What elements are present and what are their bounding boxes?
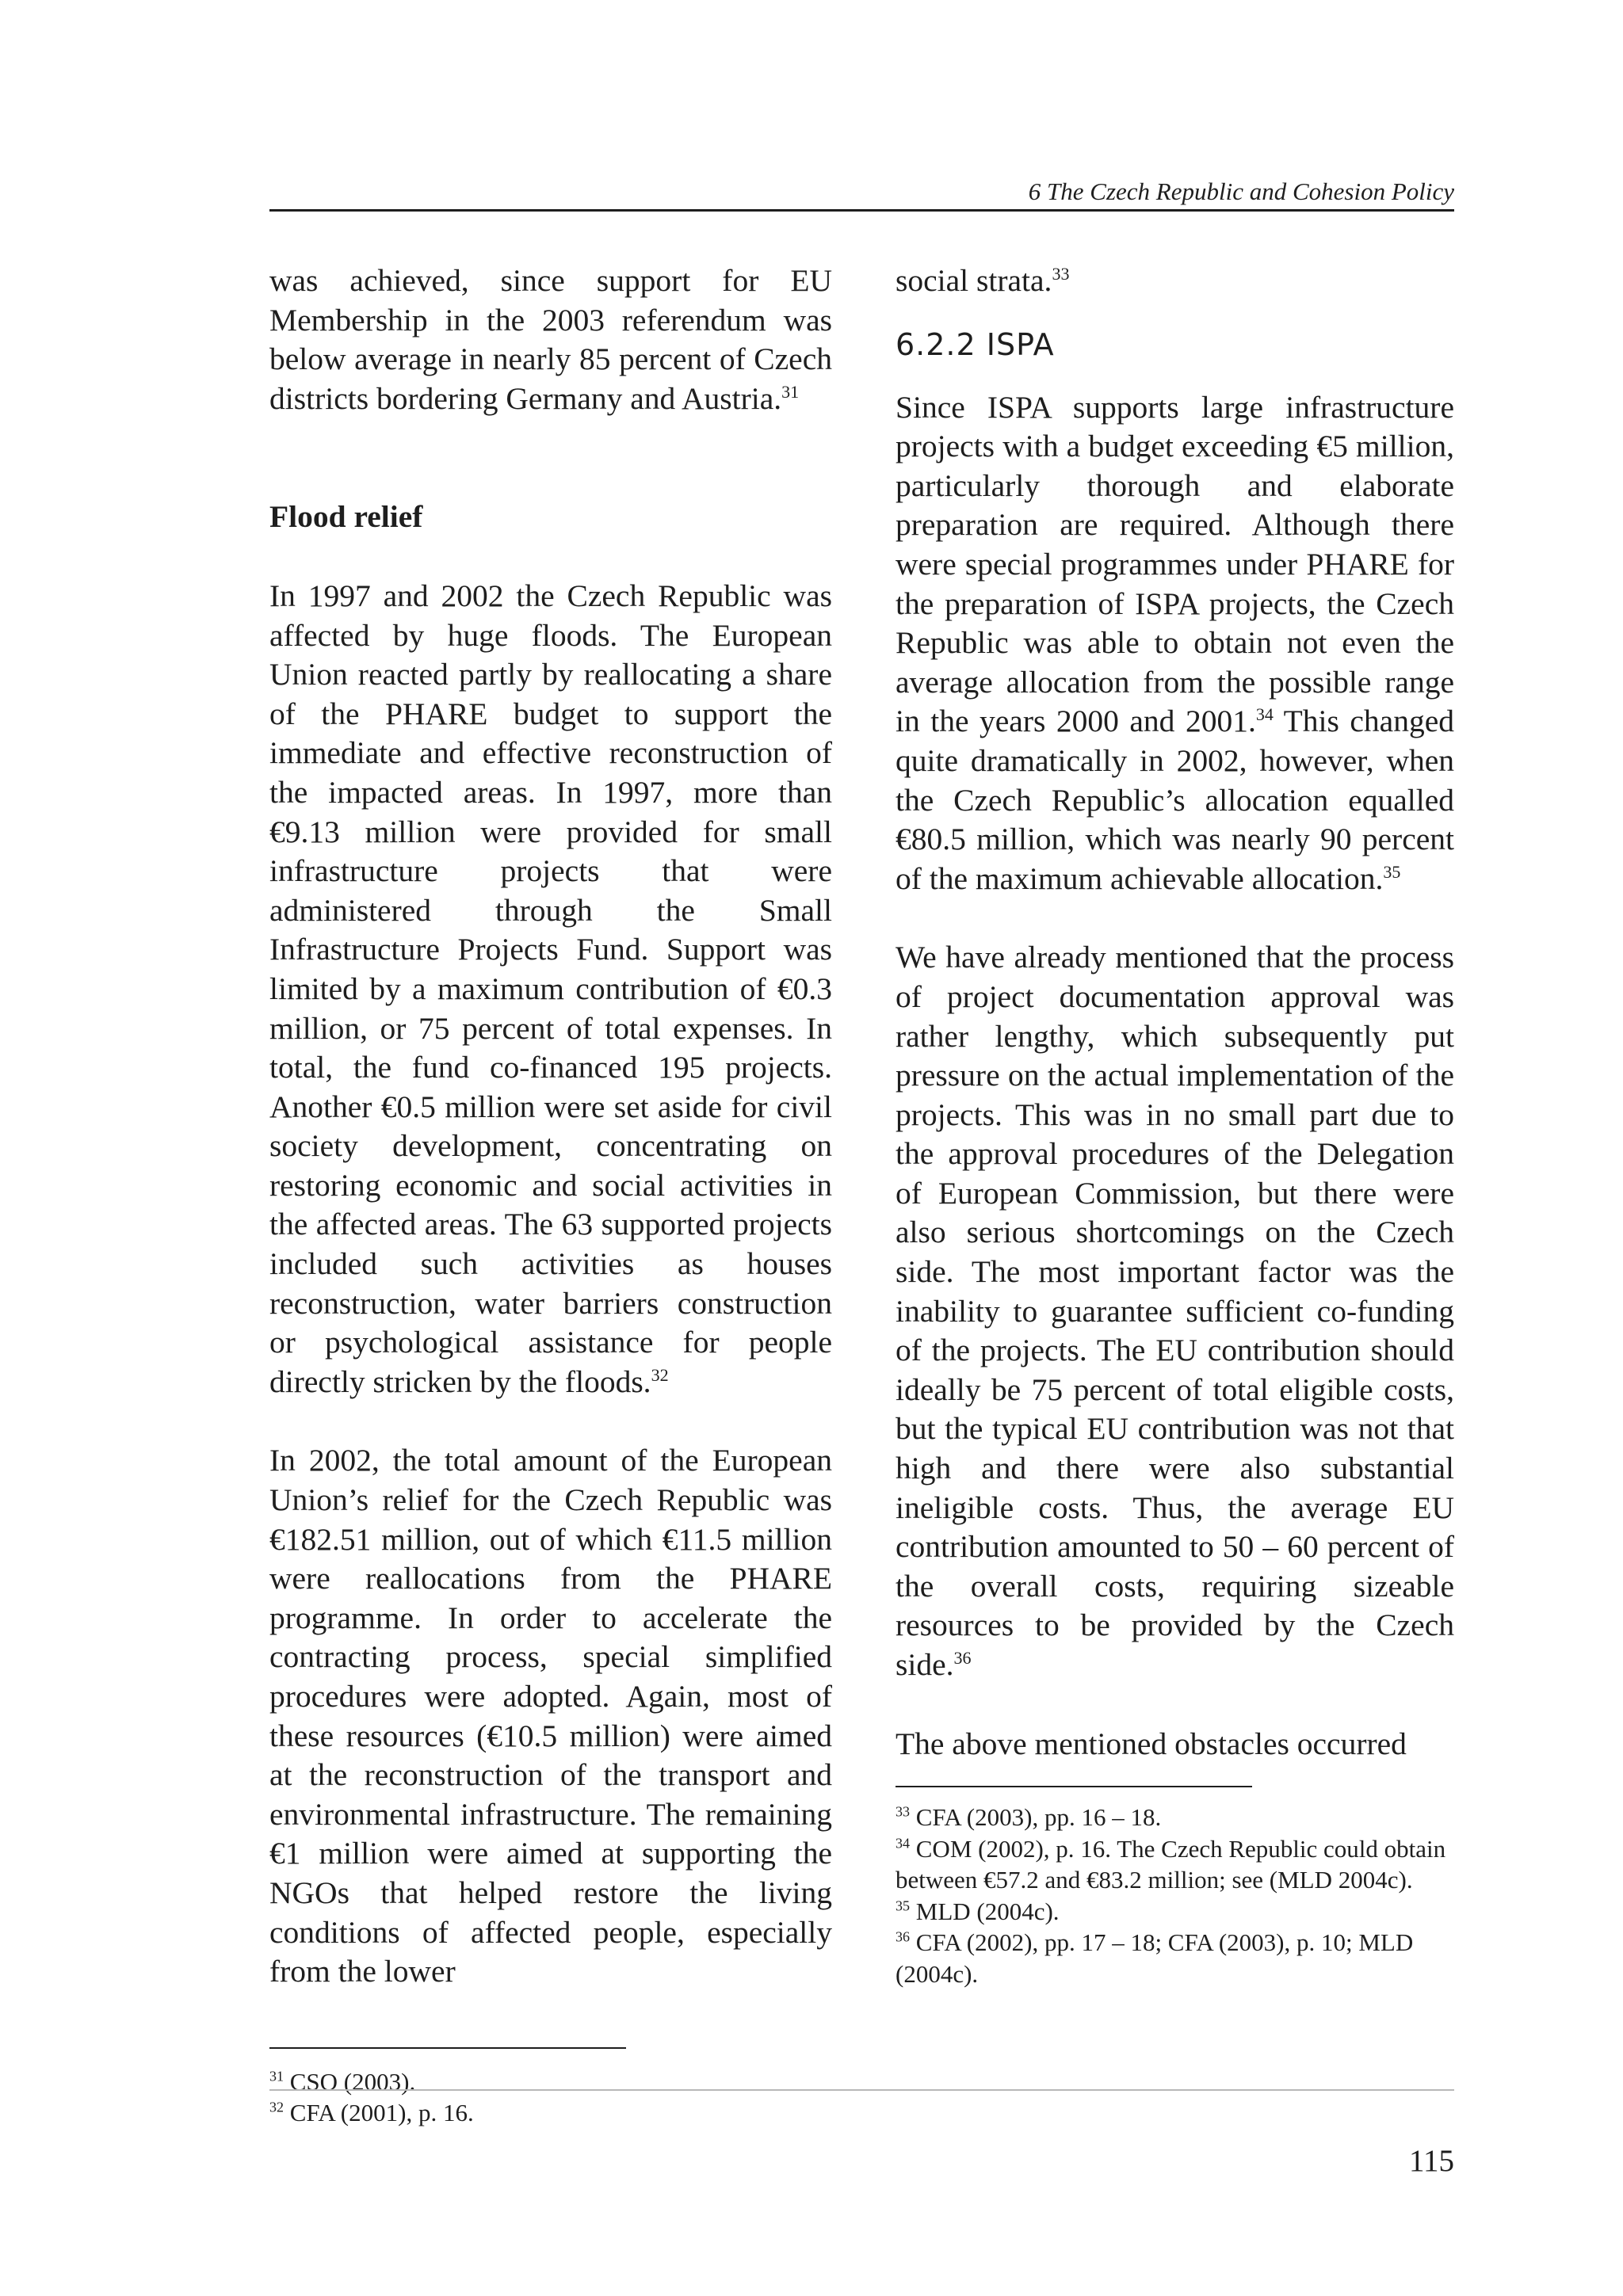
footnote: $^{33}$ CFA (2003), pp. 16 – 18.	[896, 1803, 1162, 1832]
footer-rule	[269, 2089, 1454, 2091]
footnote-rule	[896, 1786, 1252, 1787]
footnote-ref[interactable]: 34	[1255, 704, 1274, 725]
footnote-ref[interactable]: 35	[1383, 861, 1401, 882]
left-column	[269, 261, 832, 2129]
footnote: $^{31}$ CSO (2003).	[269, 2067, 416, 2096]
section-heading: 6.2.2 ISPA	[896, 326, 1055, 362]
footnote-ref[interactable]: 33	[1052, 263, 1070, 284]
footnote: $^{32}$ CFA (2001), p. 16.	[269, 2099, 474, 2127]
page-number: 115	[1408, 2144, 1454, 2178]
header-rule	[269, 209, 1454, 212]
paragraph: In 2002, the total amount of the European Union’s relief for the Czech Republic was €182.51 million, out of which €11.5 million were reallocations from the PHARE programme. In order to accelerate the contracting process, special simplified procedures were adopted. Again, most of these resources (€10.5 million) were aimed at the reconstruction of the transport and environmental infrastructure. The remaining €1 million were aimed at supporting the NGOs that helped restore the living conditions of affected people, especially from the lower	[269, 1443, 832, 1989]
footnote-ref[interactable]: 36	[953, 1647, 972, 1668]
paragraph: Since ISPA supports large infrastructure projects with a budget exceeding €5 million, particularly thorough and elaborate preparation are required. Although there were special programmes under PHARE for the preparation of ISPA projects, the Czech Republic was able to obtain not even the average allocation from the possible range in the years 2000 and 2001.34 This changed quite dramatically in 2002, however, when the Czech Republic’s allocation equalled €80.5 million, which was nearly 90 percent of the maximum achievable allocation.$^{35}$	[896, 389, 1454, 896]
footnote-ref[interactable]: 31	[781, 381, 800, 402]
footnote: $^{34}$ COM (2002), p. 16. The Czech Republic could obtain between €57.2 and €83.2 million; see (MLD 2004c).	[896, 1834, 1446, 1894]
footnote-rule	[269, 2047, 626, 2049]
footnote: $^{35}$ MLD (2004c).	[896, 1897, 1060, 1925]
footnote-ref[interactable]: 32	[651, 1364, 669, 1385]
footnote: $^{36}$ CFA (2002), pp. 17 – 18; CFA (2003), p. 10; MLD (2004c).	[896, 1928, 1414, 1988]
subheading-flood-relief: Flood relief	[269, 499, 423, 535]
intro-paragraph: was achieved, since support for EU Membership in the 2003 referendum was below average in nearly 85 percent of Czech districts bordering Germany and Austria.$^{31}$	[269, 263, 832, 416]
paragraph: We have already mentioned that the process of project documentation approval was rather lengthy, which subsequently put pressure on the actual implementation of the projects. This was in no small part due to the approval procedures of the Delegation of European Commission, but there were also serious shortcomings on the Czech side. The most important factor was the inability to guarantee sufficient co-funding of the projects. The EU contribution should ideally be 75 percent of total eligible costs, but the typical EU contribution was not that high and there were also substantial ineligible costs. Thus, the average EU contribution amounted to 50 – 60 percent of the overall costs, requiring sizeable resources to be provided by the Czech side.$^{36}$	[896, 940, 1454, 1682]
paragraph: In 1997 and 2002 the Czech Republic was affected by huge floods. The European Union reacted partly by reallocating a share of the PHARE budget to support the immediate and effective reconstruction of the impacted areas. In 1997, more than €9.13 million were provided for small infrastructure projects that were administered through the Small Infrastructure Projects Fund. Support was limited by a maximum contribution of €0.3 million, or 75 percent of total expenses. In total, the fund co-financed 195 projects. Another €0.5 million were set aside for civil society development, concentrating on restoring economic and social activities in the affected areas. The 63 supported projects included such activities as houses reconstruction, water barriers construction or psychological assistance for people directly stricken by the floods.$^{32}$	[269, 578, 832, 1399]
footnotes	[269, 2066, 832, 2129]
running-header: 6 The Czech Republic and Cohesion Policy	[1028, 177, 1454, 205]
footnotes	[896, 1802, 1454, 1989]
right-column	[896, 261, 1454, 1989]
paragraph: The above mentioned obstacles occurred	[896, 1726, 1407, 1761]
paragraph: social strata.$^{33}$	[896, 263, 1070, 298]
